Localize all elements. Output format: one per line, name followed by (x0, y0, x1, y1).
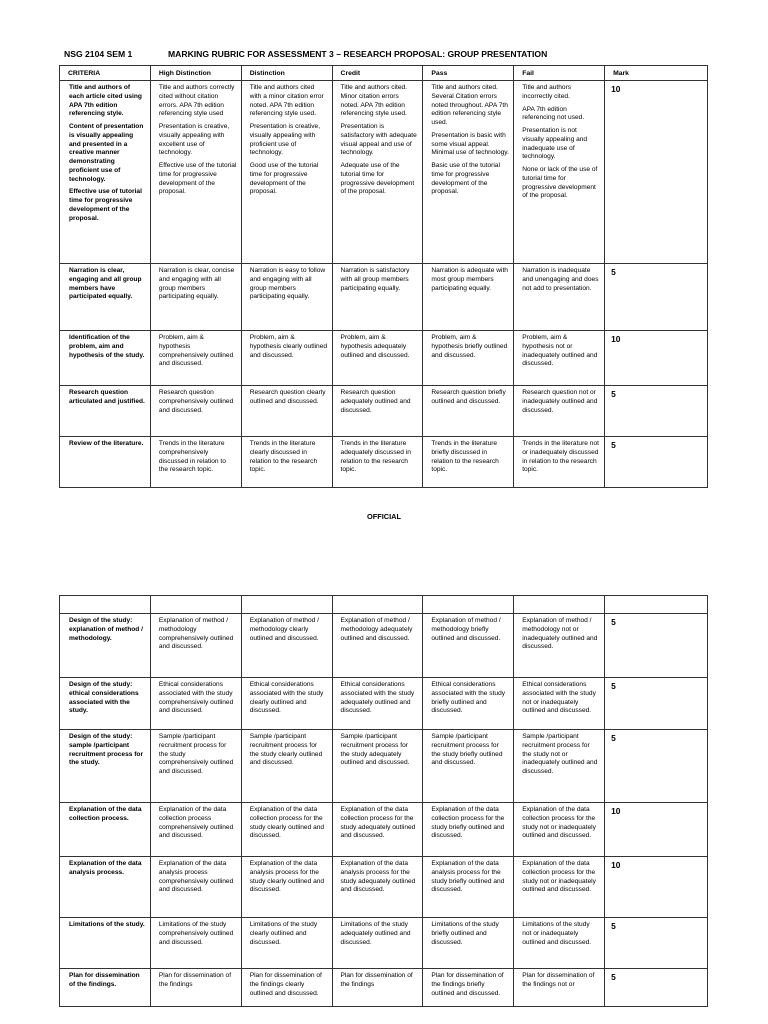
band-cell-d (241, 857, 332, 918)
criteria-cell (60, 969, 151, 1007)
cell-text: Sample /participant recruitment process for the study clearly outlined and discussed. (249, 733, 323, 767)
cell-text: Presentation is creative, visually appealing with excellent use of technology. (158, 123, 230, 157)
mark-cell: 5 (605, 678, 708, 730)
mark-cell: 10 (605, 81, 708, 264)
band-cell-f (514, 437, 605, 488)
cell-text: Sample /participant recruitment process for the study adequately outlined and discussed. (340, 733, 410, 767)
cell-text: Limitations of the study. (69, 921, 145, 928)
official-label: OFFICIAL (366, 512, 402, 521)
col-header-high-distinction: High Distinction (150, 66, 241, 81)
criteria-cell (60, 81, 151, 264)
band-cell-d (241, 614, 332, 678)
col-header-fail: Fail (514, 66, 605, 81)
cell-text: Identification of the problem, aim and hypothesis of the study. (69, 334, 145, 359)
band-cell-p (423, 678, 514, 730)
cell-text: Sample /participant recruitment process for the study briefly outlined and discussed. (431, 733, 503, 767)
band-cell-hd (150, 918, 241, 969)
cell-text: Design of the study: explanation of method / methodology. (69, 617, 143, 642)
cell-text: Explanation of the data analysis process for the study briefly outlined and discussed. (431, 860, 505, 894)
rubric-row (60, 678, 708, 730)
cell-text: Explanation of the data collection process for the study briefly outlined and discussed. (431, 806, 505, 840)
band-cell-d (241, 81, 332, 264)
cell-text: Content of presentation is visually appealing and presented in a creative manner demonstrating proficient use of technology. (69, 123, 144, 183)
cell-text: Narration is easy to follow and engaging with all group members participating equally. (249, 267, 326, 301)
rubric-header-row (60, 66, 708, 81)
col-header-criteria: CRITERIA (60, 66, 151, 81)
cell-text: Narration is clear, concise and engaging with all group members participating equally. (158, 267, 235, 301)
band-cell-p (423, 614, 514, 678)
band-cell-hd (150, 614, 241, 678)
mark-cell: 5 (605, 264, 708, 331)
criteria-cell (60, 803, 151, 857)
band-cell-f (514, 678, 605, 730)
rubric-row (60, 857, 708, 918)
cell-text: Narration is inadequate and unengaging and does not add to presentation. (522, 267, 599, 292)
band-cell-hd (150, 730, 241, 803)
cell-text: Ethical considerations associated with the study briefly outlined and discussed. (431, 681, 506, 715)
band-cell-p (423, 803, 514, 857)
cell-text: Plan for dissemination of the findings (340, 972, 413, 988)
mark-cell: 10 (605, 331, 708, 386)
cell-text: Limitations of the study clearly outlined and discussed. (249, 921, 318, 946)
band-cell-p (423, 730, 514, 803)
blank-cell (241, 596, 332, 614)
cell-text: Explanation of method / methodology briefly outlined and discussed. (431, 617, 501, 642)
cell-text: Problem, aim & hypothesis clearly outlined and discussed. (249, 334, 328, 359)
criteria-cell (60, 918, 151, 969)
cell-text: Research question adequately outlined and discussed. (340, 389, 411, 414)
cell-text: Explanation of the data collection process for the study not or inadequately outlined and discussed. (522, 860, 596, 894)
cell-text: Review of the literature. (69, 440, 144, 448)
band-cell-c (332, 331, 423, 386)
blank-cell (150, 596, 241, 614)
rubric-row (60, 803, 708, 857)
band-cell-p (423, 264, 514, 331)
cell-text: Title and authors of each article cited using APA 7th edition referencing style. (69, 84, 142, 118)
band-cell-f (514, 803, 605, 857)
rubric-row (60, 437, 708, 488)
band-cell-f (514, 857, 605, 918)
band-cell-p (423, 437, 514, 488)
criteria-cell (60, 614, 151, 678)
mark-cell: 5 (605, 614, 708, 678)
criteria-cell (60, 264, 151, 331)
cell-text: Presentation is basic with some visual appeal. Minimal use of technology. (431, 131, 509, 157)
rubric-row (60, 81, 708, 264)
band-cell-c (332, 857, 423, 918)
cell-text: Effective use of tutorial time for progressive development of the proposal. (69, 188, 142, 222)
cell-text: Sample /participant recruitment process for the study not or inadequately outlined and discussed. (522, 733, 598, 776)
cell-text: Explanation of the data analysis process for the study adequately outlined and discussed. (340, 860, 416, 894)
cell-text: Ethical considerations associated with the study clearly outlined and discussed. (249, 681, 324, 715)
cell-text: Explanation of method / methodology clearly outlined and discussed. (249, 617, 319, 642)
mark-cell: 10 (605, 803, 708, 857)
cell-text: Problem, aim & hypothesis adequately outlined and discussed. (340, 334, 410, 359)
cell-text: Title and authors cited with a minor citation error noted. APA 7th edition referencing style used. (249, 84, 324, 118)
blank-cell (605, 596, 708, 614)
cell-text: Title and authors cited. Minor citation errors noted. APA 7th edition referencing style used. (340, 84, 407, 118)
band-cell-p (423, 857, 514, 918)
mark-cell: 5 (605, 437, 708, 488)
cell-text: Sample /participant recruitment process for the study comprehensively outlined and discussed. (158, 733, 234, 776)
rubric-row (60, 614, 708, 678)
band-cell-c (332, 803, 423, 857)
mark-cell: 5 (605, 730, 708, 803)
cell-text: Problem, aim & hypothesis comprehensively outlined and discussed. (158, 334, 234, 368)
cell-text: Effective use of the tutorial time for progressive development of the proposal. (158, 162, 237, 196)
cell-text: Research question briefly outlined and discussed. (431, 389, 506, 405)
cell-text: Limitations of the study comprehensively outlined and discussed. (158, 921, 234, 946)
rubric-row (60, 918, 708, 969)
cell-text: Trends in the literature briefly discussed in relation to the research topic. (431, 440, 499, 474)
rubric-row (60, 331, 708, 386)
band-cell-f (514, 331, 605, 386)
band-cell-p (423, 386, 514, 437)
cell-text: Explanation of method / methodology not or inadequately outlined and discussed. (522, 617, 598, 651)
cell-text: Trends in the literature clearly discussed in relation to the research topic. (249, 440, 318, 474)
col-header-pass: Pass (423, 66, 514, 81)
band-cell-c (332, 730, 423, 803)
blank-cell (514, 596, 605, 614)
cell-text: Explanation of method / methodology adequately outlined and discussed. (340, 617, 413, 642)
cell-text: Title and authors cited. Several Citation errors noted throughout. APA 7th edition referencing style used. (431, 84, 508, 127)
band-cell-c (332, 81, 423, 264)
band-cell-d (241, 803, 332, 857)
mark-cell: 5 (605, 386, 708, 437)
band-cell-f (514, 386, 605, 437)
band-cell-c (332, 918, 423, 969)
criteria-cell (60, 437, 151, 488)
band-cell-d (241, 730, 332, 803)
cell-text: Explanation of the data collection process for the study clearly outlined and discussed. (249, 806, 325, 840)
criteria-cell (60, 678, 151, 730)
cell-text: Explanation of the data analysis process for the study clearly outlined and discussed. (249, 860, 325, 894)
blank-cell (332, 596, 423, 614)
cell-text: Plan for dissemination of the findings briefly outlined and discussed. (431, 972, 504, 997)
col-header-credit: Credit (332, 66, 423, 81)
band-cell-p (423, 969, 514, 1007)
band-cell-d (241, 437, 332, 488)
cell-text: Narration is clear, engaging and all group members have participated equally. (69, 267, 142, 301)
band-cell-hd (150, 678, 241, 730)
band-cell-hd (150, 969, 241, 1007)
rubric-body-page1 (60, 81, 708, 488)
band-cell-hd (150, 437, 241, 488)
band-cell-f (514, 918, 605, 969)
band-cell-c (332, 437, 423, 488)
cell-text: Plan for dissemination of the findings (158, 972, 232, 988)
cell-text: Explanation of the data analysis process. (69, 860, 142, 876)
band-cell-d (241, 918, 332, 969)
col-header-mark: Mark (605, 66, 708, 81)
band-cell-c (332, 969, 423, 1007)
cell-text: Limitations of the study briefly outlined and discussed. (431, 921, 499, 946)
document-title: MARKING RUBRIC FOR ASSESSMENT 3 – RESEARCH PROPOSAL: GROUP PRESENTATION (168, 49, 548, 59)
band-cell-d (241, 678, 332, 730)
band-cell-f (514, 969, 605, 1007)
blank-cell (423, 596, 514, 614)
rubric-row (60, 386, 708, 437)
band-cell-hd (150, 803, 241, 857)
cell-text: Explanation of the data collection process for the study adequately outlined and discussed. (340, 806, 416, 840)
band-cell-d (241, 331, 332, 386)
cell-text: Explanation of method / methodology comprehensively outlined and discussed. (158, 617, 234, 651)
mark-cell: 5 (605, 969, 708, 1007)
band-cell-c (332, 386, 423, 437)
cell-text: Title and authors incorrectly cited. (522, 84, 572, 100)
cell-text: None or lack of the use of tutorial time for progressive development of the proposal. (522, 166, 598, 200)
rubric-table-page2 (59, 595, 708, 1007)
cell-text: Presentation is satisfactory with adequate visual appeal and use of technology. (340, 123, 417, 157)
cell-text: Ethical considerations associated with the study not or inadequately outlined and discussed. (522, 681, 596, 715)
col-header-distinction: Distinction (241, 66, 332, 81)
page-header (64, 49, 714, 63)
band-cell-f (514, 81, 605, 264)
band-cell-d (241, 386, 332, 437)
cell-text: Title and authors correctly cited without citation errors. APA 7th edition referencing style used (158, 84, 235, 118)
cell-text: Ethical considerations associated with the study comprehensively outlined and discussed. (158, 681, 234, 715)
cell-text: Narration is satisfactory with all group members participating equally. (340, 267, 410, 292)
band-cell-c (332, 678, 423, 730)
cell-text: Good use of the tutorial time for progressive development of the proposal. (249, 162, 319, 196)
cell-text: Presentation is creative, visually appealing with proficient use of technology. (249, 123, 321, 157)
criteria-cell (60, 857, 151, 918)
band-cell-f (514, 614, 605, 678)
band-cell-c (332, 264, 423, 331)
band-cell-hd (150, 857, 241, 918)
rubric-row (60, 969, 708, 1007)
criteria-cell (60, 386, 151, 437)
cell-text: Explanation of the data collection process. (69, 806, 142, 822)
cell-text: APA 7th edition referencing not used. (522, 105, 585, 122)
cell-text: Basic use of the tutorial time for progressive development of the proposal. (431, 162, 500, 196)
band-cell-p (423, 81, 514, 264)
cell-text: Narration is adequate with most group members participating equally. (431, 267, 508, 292)
band-cell-p (423, 918, 514, 969)
cell-text: Research question clearly outlined and discussed. (249, 389, 326, 405)
cell-text: Problem, aim & hypothesis not or inadequately outlined and discussed. (522, 334, 598, 368)
band-cell-hd (150, 331, 241, 386)
rubric-row (60, 730, 708, 803)
cell-text: Ethical considerations associated with the study adequately outlined and discussed. (340, 681, 415, 715)
band-cell-d (241, 264, 332, 331)
band-cell-f (514, 730, 605, 803)
cell-text: Plan for dissemination of the findings clearly outlined and discussed. (249, 972, 322, 997)
cell-text: Research question comprehensively outlined and discussed. (158, 389, 234, 414)
mark-cell: 5 (605, 918, 708, 969)
band-cell-d (241, 969, 332, 1007)
rubric-table-page1 (59, 65, 708, 488)
cell-text: Presentation is not visually appealing and inadequate use of technology. (522, 127, 588, 161)
cell-text: Explanation of the data analysis process comprehensively outlined and discussed. (158, 860, 234, 894)
band-cell-hd (150, 386, 241, 437)
cell-text: Limitations of the study not or inadequately outlined and discussed. (522, 921, 592, 946)
cell-text: Trends in the literature adequately discussed in relation to the research topic. (340, 440, 411, 474)
cell-text: Trends in the literature comprehensively discussed in relation to the research topic. (158, 440, 226, 474)
blank-header-row (60, 596, 708, 614)
cell-text: Trends in the literature not or inadequately discussed in relation to the research topic. (522, 440, 599, 474)
band-cell-c (332, 614, 423, 678)
cell-text: Research question not or inadequately outlined and discussed. (522, 389, 598, 414)
criteria-cell (60, 331, 151, 386)
cell-text: Problem, aim & hypothesis briefly outlined and discussed. (431, 334, 508, 359)
cell-text: Design of the study: sample /participant recruitment process for the study. (69, 733, 144, 767)
cell-text: Research question articulated and justified. (69, 389, 145, 405)
rubric-body-page2 (60, 596, 708, 1007)
band-cell-p (423, 331, 514, 386)
cell-text: Plan for dissemination of the findings. (69, 972, 140, 988)
blank-cell (60, 596, 151, 614)
band-cell-hd (150, 264, 241, 331)
cell-text: Explanation of the data collection process for the study not or inadequately outlined and discussed. (522, 806, 596, 840)
cell-text: Plan for dissemination of the findings not or (522, 972, 595, 988)
mark-cell: 10 (605, 857, 708, 918)
cell-text: Adequate use of the tutorial time for progressive development of the proposal. (340, 162, 415, 196)
course-code: NSG 2104 SEM 1 (64, 49, 133, 59)
cell-text: Explanation of the data collection process comprehensively outlined and discussed. (158, 806, 234, 840)
band-cell-hd (150, 81, 241, 264)
criteria-cell (60, 730, 151, 803)
cell-text: Design of the study: ethical considerations associated with the study. (69, 681, 139, 715)
rubric-row (60, 264, 708, 331)
band-cell-f (514, 264, 605, 331)
cell-text: Limitations of the study adequately outlined and discussed. (340, 921, 411, 946)
